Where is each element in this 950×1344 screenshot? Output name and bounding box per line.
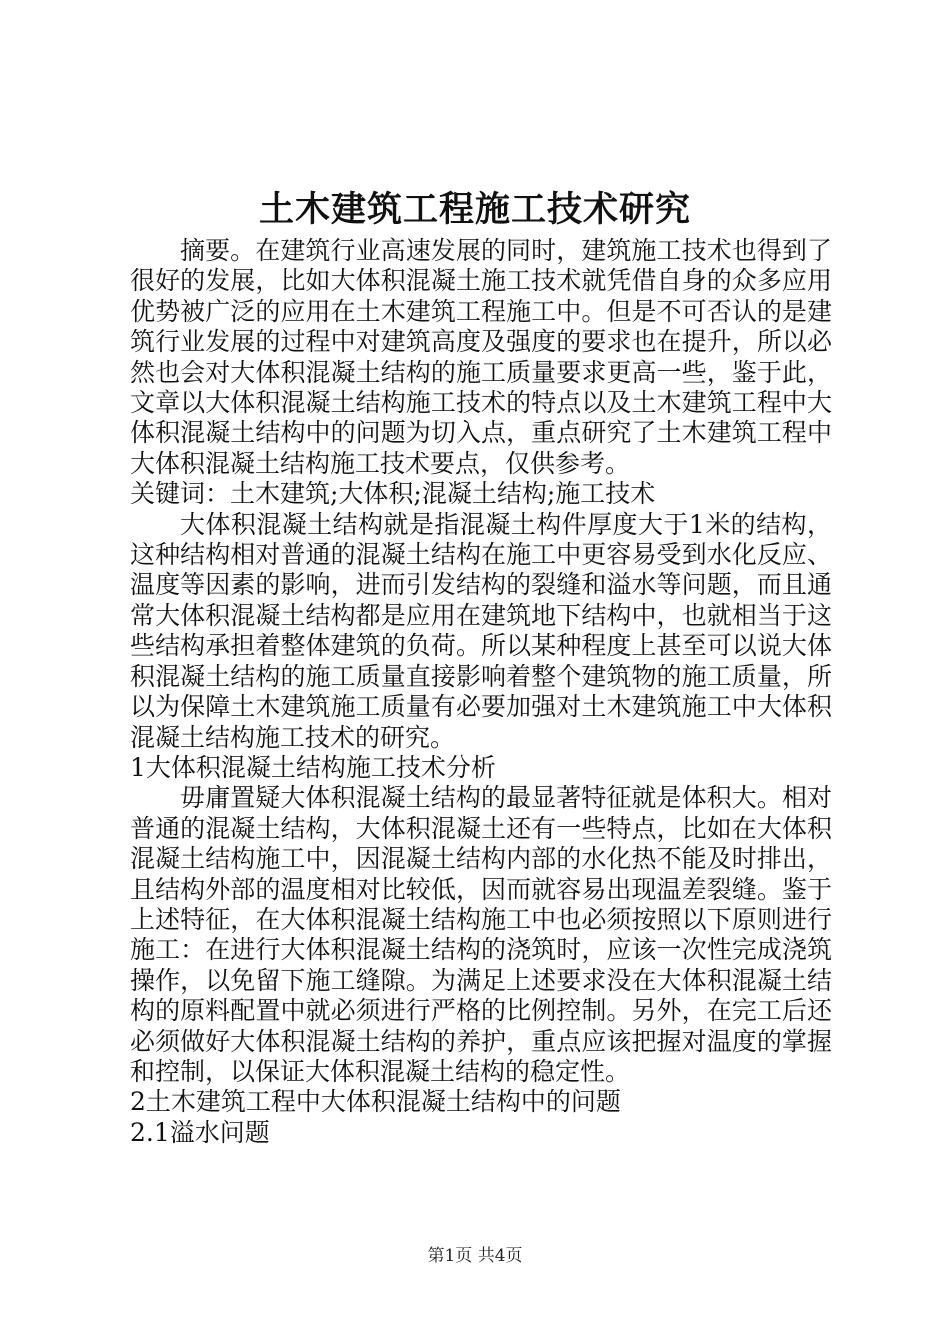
page-footer: 第1页 共4页	[427, 1246, 523, 1266]
intro-paragraph: 大体积混凝土结构就是指混凝土构件厚度大于1米的结构，这种结构相对普通的混凝土结构在施工中更容易受到水化反应、温度等因素的影响，进而引发结构的裂缝和溢水等问题，而且通常大体积混凝土结构都是应用在建筑地下结构中，也就相当于这些结构承担着整体建筑的负荷。所以某种程度上甚至可以说大体积混凝土结构的施工质量直接影响着整个建筑物的施工质量，所以为保障土木建筑施工质量有必要加强对土木建筑施工中大体积混凝土结构施工技术的研究。	[130, 509, 832, 752]
section-1-paragraph: 毋庸置疑大体积混凝土结构的最显著特征就是体积大。相对普通的混凝土结构，大体积混凝土还有一些特点，比如在大体积混凝土结构施工中，因混凝土结构内部的水化热不能及时排出，且结构外部的温度相对比较低，因而就容易出现温差裂缝。鉴于上述特征，在大体积混凝土结构施工中也必须按照以下原则进行施工：在进行大体积混凝土结构的浇筑时，应该一次性完成浇筑操作，以免留下施工缝隙。为满足上述要求没在大体积混凝土结构的原料配置中就必须进行严格的比例控制。另外，在完工后还必须做好大体积混凝土结构的养护，重点应该把握对温度的掌握和控制，以保证大体积混凝土结构的稳定性。	[130, 783, 832, 1086]
section-heading-1: 1大体积混凝土结构施工技术分析	[130, 752, 496, 782]
document-body	[130, 236, 832, 1148]
subsection-heading-2-1: 2.1溢水问题	[130, 1117, 270, 1147]
section-heading-2: 2土木建筑工程中大体积混凝土结构中的问题	[130, 1087, 621, 1117]
abstract-paragraph: 摘要。在建筑行业高速发展的同时，建筑施工技术也得到了很好的发展，比如大体积混凝土施工技术就凭借自身的众多应用优势被广泛的应用在土木建筑工程施工中。但是不可否认的是建筑行业发展的过程中对建筑高度及强度的要求也在提升，所以必然也会对大体积混凝土结构的施工质量要求更高一些，鉴于此，文章以大体积混凝土结构施工技术的特点以及土木建筑工程中大体积混凝土结构中的问题为切入点，重点研究了土木建筑工程中大体积混凝土结构施工技术要点，仅供参考。	[130, 236, 832, 478]
keywords-line: 关键词：土木建筑;大体积;混凝土结构;施工技术	[130, 479, 656, 509]
document-title: 土木建筑工程施工技术研究	[258, 189, 691, 230]
